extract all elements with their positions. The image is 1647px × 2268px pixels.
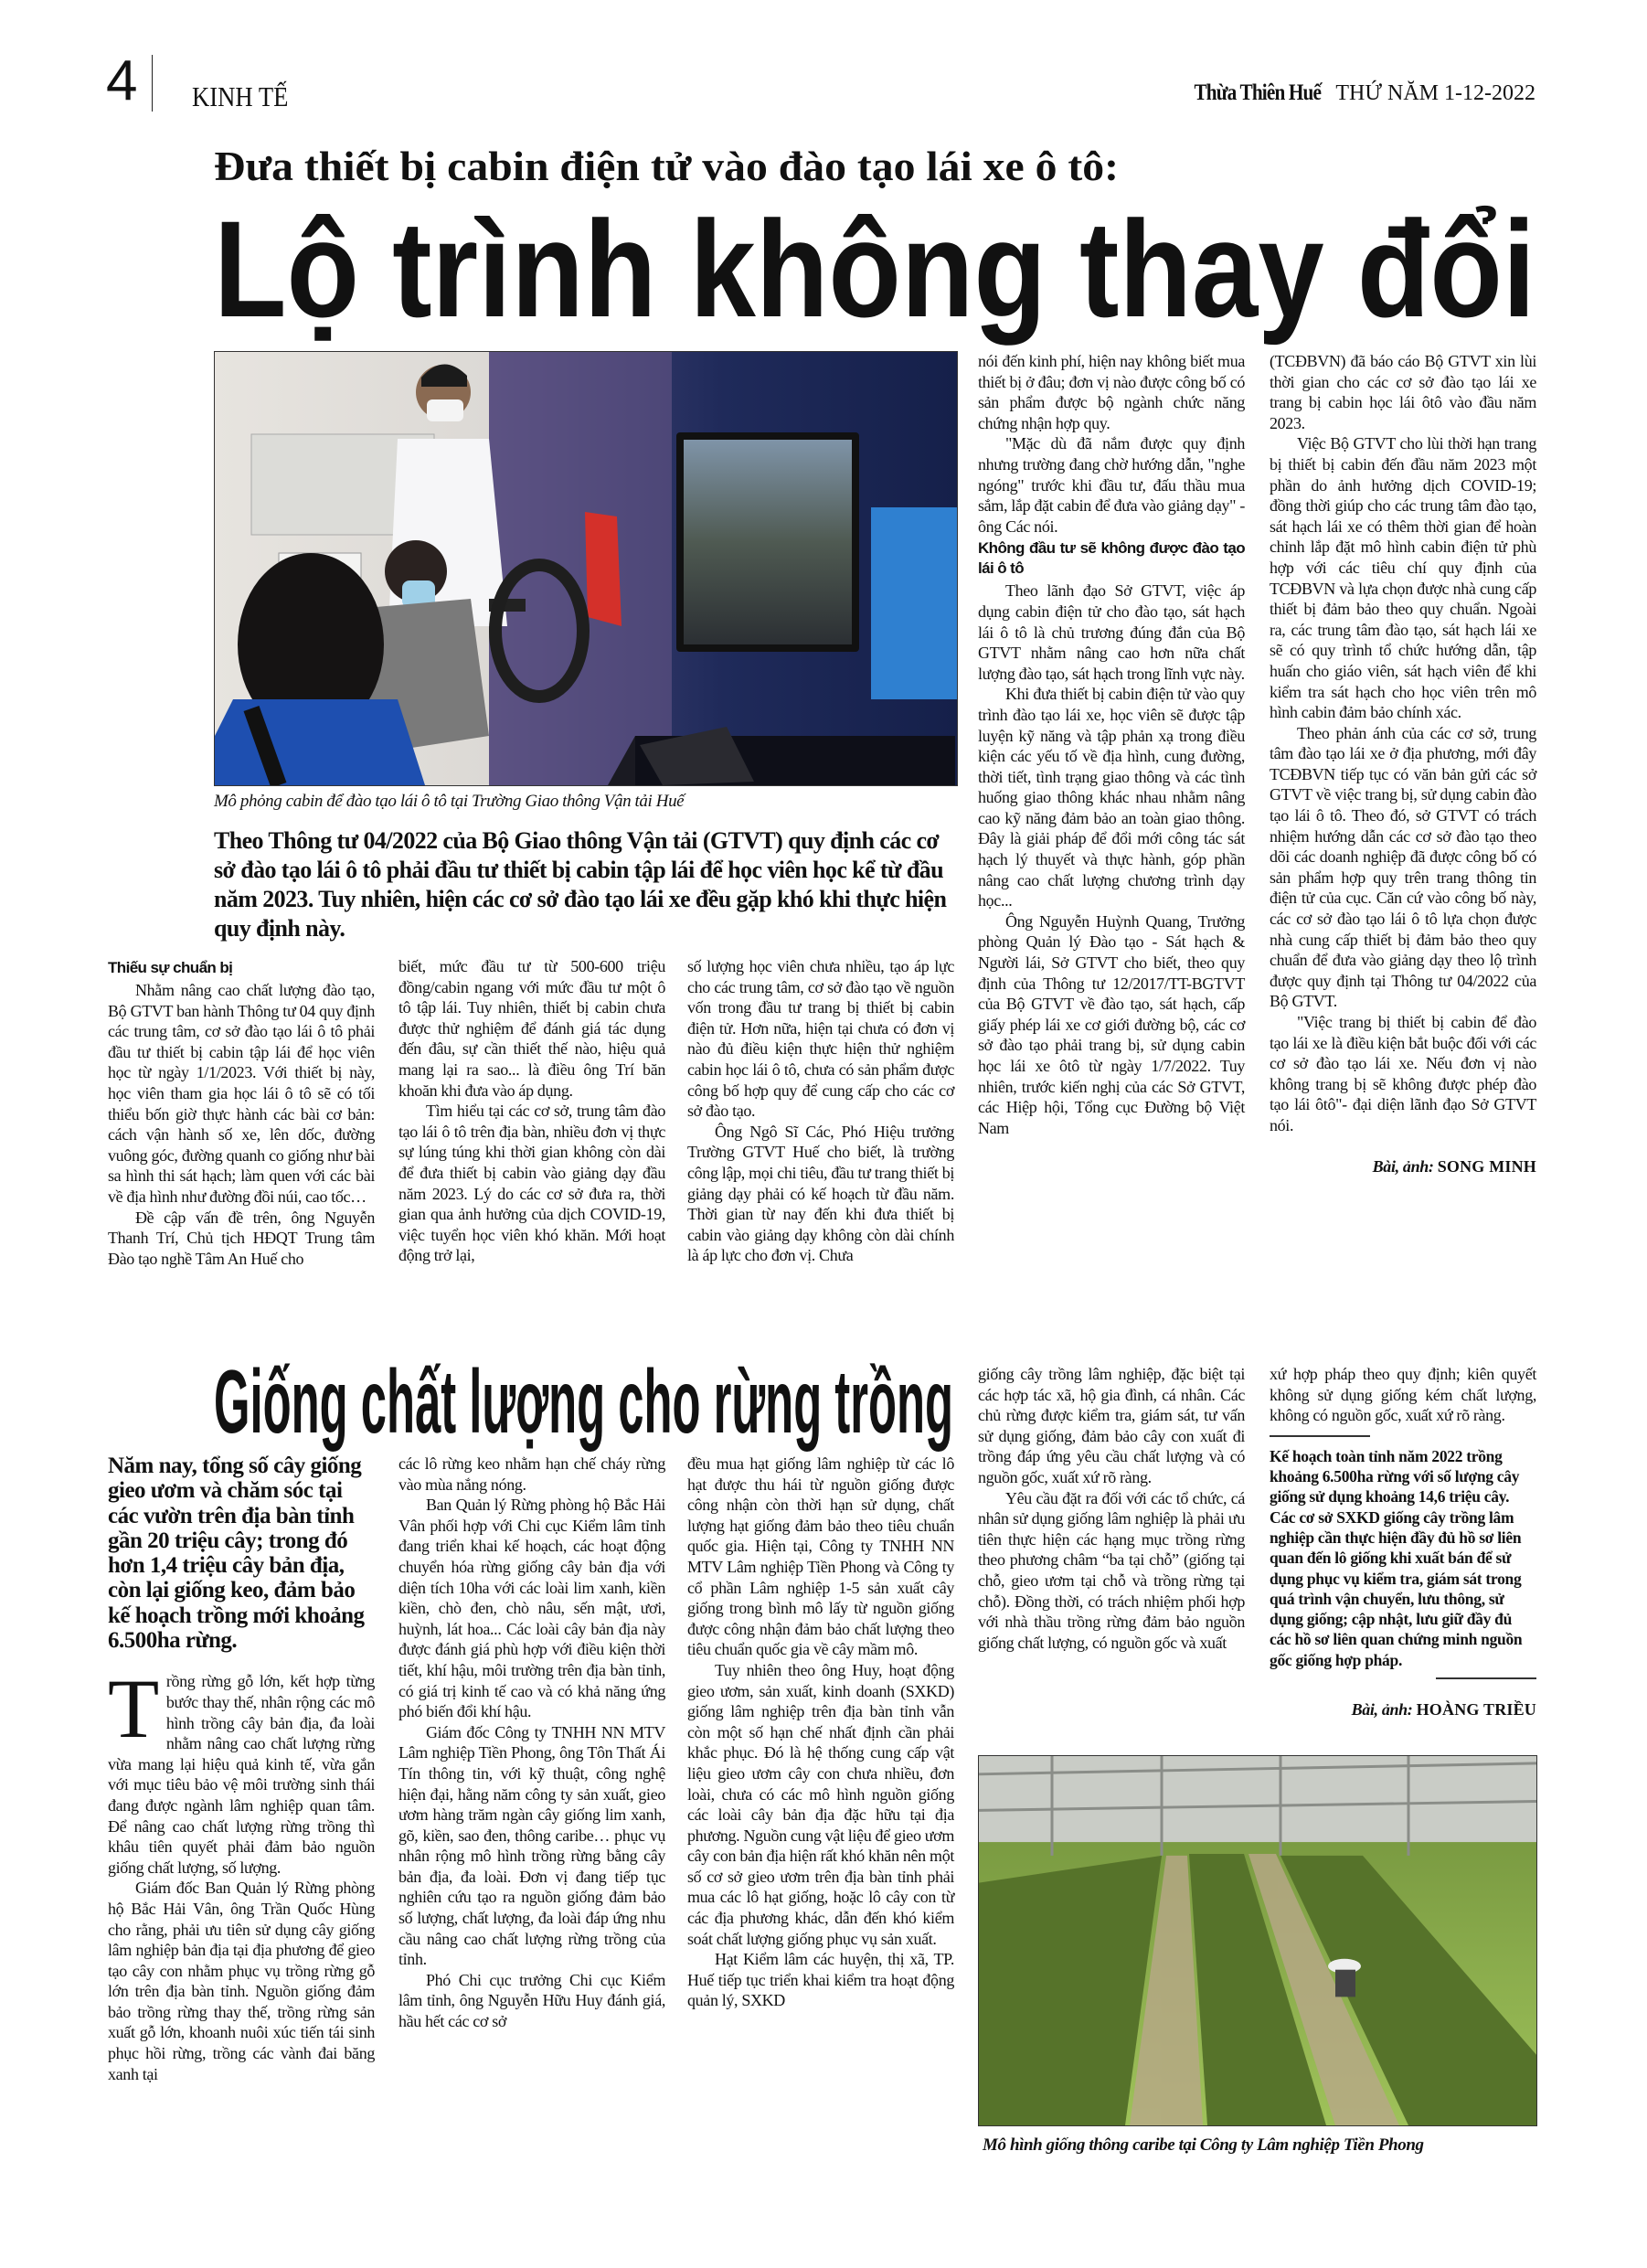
paragraph: "Mặc dù đã nắm được quy định nhưng trường đang chờ hướng dẫn, "nghe ngóng" trước khi đầu tư, đấu thầu mua sắm, lắp đặt cabin để đưa vào giảng dạy" - ông Các nói.	[978, 434, 1245, 536]
paragraph: Theo lãnh đạo Sở GTVT, việc áp dụng cabin điện tử cho đào tạo, sát hạch lái ô tô là chủ trương đúng đắn của Bộ GTVT nhằm nâng cao hơn nữa chất lượng đào tạo, sát hạch trong lĩnh vực này.	[978, 581, 1245, 683]
headline-text: Giống chất lượng cho rừng trồng	[214, 1351, 953, 1452]
paragraph: Ông Nguyễn Huỳnh Quang, Trưởng phòng Quản lý Đào tạo - Sát hạch & Người lái, Sở GTVT cho biết, theo quy định của Thông tư 12/2017/TT-BGTVT của Bộ GTVT về đào tạo, sát hạch, cấp giấy phép lái xe cơ giới đường bộ, các cơ sở đào tạo phải trang bị, sử dụng cabin học lái xe ôtô từ ngày 1/7/2022. Tuy nhiên, trước kiến nghị của các Sở GTVT, các Hiệp hội, Tổng cục Đường bộ Việt Nam	[978, 911, 1245, 1137]
article2-photo-seedling-nursery	[978, 1755, 1537, 2126]
paragraph: biết, mức đầu tư từ 500-600 triệu đồng/cabin ngang với mức đầu tư một ô tô tập lái. Tuy nhiên, thiết bị cabin chưa được thử nghiệm để đánh giá tác dụng đến đâu, sự cần thiết thế nào, hiệu quả mang lại ra sao... là điều ông Trí băn khoăn khi đưa vào áp dụng.	[398, 957, 665, 1100]
box-divider	[1270, 1435, 1370, 1437]
paragraph: (TCĐBVN) đã báo cáo Bộ GTVT xin lùi thời gian cho các cơ sở đào tạo lái xe trang bị cabin học lái ôtô vào đầu năm 2023.	[1270, 352, 1536, 432]
photo-illustration	[979, 1756, 1536, 2125]
paragraph: Yêu cầu đặt ra đối với các tổ chức, cá nhân sử dụng giống lâm nghiệp là phải ưu tiên thực hiện các hạng mục trồng rừng theo phương châm “ba tại chỗ” (giống tại chỗ, gieo ươm tại chỗ và trồng rừng tại chỗ). Đồng thời, có trách nhiệm phối hợp với nhà thầu trồng rừng đảm bảo nguồn giống chất lượng, có nguồn gốc và xuất	[978, 1488, 1245, 1652]
kicker-text: Đưa thiết bị cabin điện tử vào đào tạo lái xe ô tô:	[214, 143, 1119, 189]
article2-headline	[214, 1351, 953, 1452]
article2-first-column	[108, 1453, 375, 2084]
paragraph: các lô rừng keo nhằm hạn chế cháy rừng vào mùa nắng nóng.	[398, 1454, 665, 1494]
byline	[1270, 1699, 1536, 1720]
paragraph: xứ hợp pháp theo quy định; kiên quyết không sử dụng giống kém chất lượng, không có nguồn gốc, xuất xứ rõ ràng.	[1270, 1365, 1536, 1425]
paragraph: Giám đốc Ban Quản lý Rừng phòng hộ Bắc Hải Vân, ông Trần Quốc Hùng cho rằng, phải ưu tiên sử dụng cây giống lâm nghiệp bản địa tại địa phương để gieo tạo cây con nhằm phục vụ trồng rừng gỗ lớn trên địa bàn tỉnh. Nguồn giống đảm bảo trồng rừng thay thế, trồng rừng sản xuất gỗ lớn, khoanh nuôi xúc tiến tái sinh phục hồi rừng, trồng các vành đai băng xanh tại	[108, 1879, 375, 2083]
paragraph: Khi đưa thiết bị cabin điện tử vào quy trình đào tạo lái xe, học viên sẽ được tập luyện kỹ năng và tập phản xạ trong điều kiện các yếu tố về địa hình, cung đường, thời tiết, tình trạng giao thông và các tình huống giao thông khác nhau nhằm nâng cao kỹ năng đảm bảo an toàn giao thông. Đây là giải pháp để đổi mới công tác sát hạch lý thuyết và thực hành, góp phần nâng cao chất lượng chương trình dạy học...	[978, 685, 1245, 910]
article1-lead: Theo Thông tư 04/2022 của Bộ Giao thông Vận tải (GTVT) quy định các cơ sở đào tạo lái ô tô phải đầu tư thiết bị cabin tập lái để học viên học kể từ đầu năm 2023. Tuy nhiên, hiện các cơ sở đào tạo lái xe đều gặp khó khi thực hiện quy định này.	[214, 827, 947, 942]
paper-name: Thừa Thiên Huế	[1194, 80, 1322, 105]
paragraph: Giám đốc Công ty TNHH NN MTV Lâm nghiệp Tiền Phong, ông Tôn Thất Ái Tín thông tin, với kỹ thuật, công nghệ hiện đại, hằng năm công ty sản xuất, gieo ươm hàng trăm ngàn cây giống lim xanh, gõ, kiền, sao đen, thông caribe… phục vụ nhân rộng mô hình trồng rừng bằng cây bản địa, đa loài. Đơn vị đang tiếp tục nghiên cứu tạo ra nguồn giống đảm bảo số lượng, chất lượng, đa loài đáp ứng nhu cầu nâng cao chất lượng rừng trồng của tỉnh.	[398, 1722, 665, 1969]
issue-date: THỨ NĂM 1-12-2022	[1335, 81, 1535, 105]
article2-column-1	[108, 1662, 375, 2084]
article2-column-3	[687, 1453, 954, 2011]
article2-column-4	[978, 1364, 1245, 1653]
paragraph: Việc Bộ GTVT cho lùi thời hạn trang bị thiết bị cabin đến đầu năm 2023 một phần do ảnh hưởng dịch COVID-19; đồng thời giúp cho các trung tâm đào tạo, sát hạch lái xe có thêm thời gian để hoàn chỉnh lắp đặt mô hình cabin điện tử phù hợp với các tiêu chí quy định của TCĐBVN và lựa chọn được nhà cung cấp thiết bị đảm bảo theo quy chuẩn. Ngoài ra, các trung tâm đào tạo, sát hạch lái xe sẽ có quy trình tổ chức hướng dẫn, tập huấn cho giáo viên, sát hạch viên để khi kiểm tra sát hạch cho học viên trên mô hình cabin đảm bảo chính xác.	[1270, 434, 1536, 722]
subheading: Không đầu tư sẽ không được đào tạo lái ô tô	[978, 539, 1245, 578]
section-name: KINH TẾ	[192, 80, 289, 112]
box-divider	[1436, 1677, 1536, 1679]
paragraph: Nhằm nâng cao chất lượng đào tạo, Bộ GTVT ban hành Thông tư 04 quy định các trung tâm, cơ sở đào tạo lái ô tô phải đầu tư thiết bị cabin tập lái để học viên học từ ngày 1/1/2023. Với thiết bị này, học viên tham gia học lái ô tô sẽ có tối thiểu bốn giờ thực hành các bài cơ bản: cách vận hành số xe, lên dốc, đường vuông góc, đường quanh co giống như bài sa hình thi sát hạch; làm quen với các bài về địa hình như đường đồi núi, cao tốc…	[108, 981, 375, 1206]
paragraph: Ban Quản lý Rừng phòng hộ Bắc Hải Vân phối hợp với Chi cục Kiểm lâm tỉnh đang triển khai kế hoạch, các hoạt động chuyển hóa rừng giống cây bản địa với diện tích 10ha với các loài lim xanh, kiền kiền, chò đen, chò nâu, sến mật, ươi, huỳnh, lát hoa... Các loài cây bản địa này được đánh giá phù hợp với điều kiện thời tiết, khí hậu, môi trường trên địa bàn tỉnh, có giá trị kinh tế cao và có khả năng ứng phó biến đổi khí hậu.	[398, 1496, 665, 1721]
paragraph: Phó Chi cục trưởng Chi cục Kiểm lâm tỉnh, ông Nguyễn Hữu Huy đánh giá, hầu hết các cơ sở	[398, 1970, 665, 2031]
page-number: 4	[106, 49, 138, 112]
highlight-box: Kế hoạch toàn tỉnh năm 2022 trồng khoảng 6.500ha rừng với số lượng cây giống sử dụng khoảng 14,6 triệu cây. Các cơ sở SXKD giống cây trồng lâm nghiệp cần thực hiện đầy đủ hồ sơ liên quan đến lô giống khi xuất bán để sử dụng phục vụ kiểm tra, giám sát trong quá trình vận chuyển, lưu thông, sử dụng giống; cập nhật, lưu giữ đầy đủ các hồ sơ liên quan chứng minh nguồn gốc giống hợp pháp.	[1270, 1446, 1523, 1669]
byline-author: HOÀNG TRIỀU	[1416, 1700, 1536, 1720]
article2-column-2	[398, 1453, 665, 2032]
byline-label: Bài, ảnh:	[1372, 1156, 1434, 1176]
headline-text: Lộ trình không thay đổi	[214, 192, 1535, 346]
article2-column-5	[1270, 1364, 1536, 1720]
article2-lead: Năm nay, tổng số cây giống gieo ươm và chăm sóc tại các vườn trên địa bàn tỉnh gần 20 triệu cây; trong đó hơn 1,4 triệu cây bản địa, còn lại giống keo, đảm bảo kế hoạch trồng mới khoảng 6.500ha rừng.	[108, 1453, 365, 1654]
byline-author: SONG MINH	[1437, 1156, 1536, 1176]
paragraph: Hạt Kiểm lâm các huyện, thị xã, TP. Huế tiếp tục triển khai kiểm tra hoạt động quản lý, SXKD	[687, 1950, 954, 2010]
paragraph: rồng rừng gỗ lớn, kết hợp từng bước thay thế, nhân rộng các mô hình trồng cây bản địa, đa loài nhằm nâng cao chất lượng rừng vừa mang lại hiệu quả kinh tế, vừa gắn với mục tiêu bảo vệ môi trường sinh thái đang được ngành lâm nghiệp quan tâm. Để nâng cao chất lượng rừng trồng thì khâu tiên quyết phải đảm bảo nguồn giống chất lượng, số lượng.	[108, 1672, 375, 1877]
paragraph: Ông Ngô Sĩ Các, Phó Hiệu trưởng Trường GTVT Huế cho biết, là trường công lập, mọi chi tiêu, đầu tư trang thiết bị giảng dạy phải có kế hoạch từ đầu năm. Thời gian từ nay đến khi đưa thiết bị cabin vào giảng dạy không còn dài chính là áp lực cho đơn vị. Chưa	[687, 1122, 954, 1265]
byline-label: Bài, ảnh:	[1351, 1700, 1413, 1720]
paragraph: "Việc trang bị thiết bị cabin để đào tạo lái xe là điều kiện bắt buộc đối với các cơ sở đào tạo lái xe. Nếu đơn vị nào không trang bị sẽ không được phép đào tạo lái ôtô"- đại diện lãnh đạo Sở GTVT nói.	[1270, 1013, 1536, 1134]
paragraph: nói đến kinh phí, hiện nay không biết mua thiết bị ở đâu; đơn vị nào được công bố có sản phẩm được bộ ngành chức năng chứng nhận hợp quy.	[978, 352, 1245, 432]
paragraph: Tìm hiểu tại các cơ sở, trung tâm đào tạo lái ô tô trên địa bàn, nhiều đơn vị thực sự lúng túng khi thời gian không còn dài để đưa thiết bị cabin vào giảng dạy đầu năm 2023. Lý do các cơ sở đưa ra, thời gian qua ảnh hưởng của dịch COVID-19, việc tuyển học viên khó khăn. Mới hoạt động trở lại,	[398, 1102, 665, 1265]
paragraph: Tuy nhiên theo ông Huy, hoạt động gieo ươm, sản xuất, kinh doanh (SXKD) giống lâm nghiệp trên địa bàn tỉnh vẫn còn một số hạn chế nhất định cần phải khắc phục. Đó là hệ thống cung cấp vật liệu gieo ươm cây con chưa nhiều, đơn loài, chưa có các mô hình nguồn giống các loài cây bản địa đặc hữu tại địa phương. Nguồn cung vật liệu để gieo ươm cây con bản địa hiện rất khó khăn nên một số cơ sở gieo ươm trên địa bàn tỉnh phải mua các lô hạt giống, hoặc lô cây con từ các địa phương khác, dẫn đến khó kiểm soát chất lượng giống phục vụ sản xuất.	[687, 1660, 954, 1948]
subheading: Thiếu sự chuẩn bị	[108, 959, 233, 976]
paragraph: Đề cập vấn đề trên, ông Nguyễn Thanh Trí, Chủ tịch HĐQT Trung tâm Đào tạo nghề Tâm An Huế cho	[108, 1208, 375, 1268]
article1-photo-caption: Mô phỏng cabin để đào tạo lái ô tô tại Trường Giao thông Vận tải Huế	[214, 792, 685, 811]
paragraph: đều mua hạt giống lâm nghiệp từ các lô hạt được thu hái từ nguồn giống được công nhận còn thời hạn sử dụng, chất lượng hạt giống đảm bảo theo tiêu chuẩn quốc gia. Hiện tại, Công ty TNHH NN MTV Lâm nghiệp Tiền Phong và Công ty cổ phần Lâm nghiệp 1-5 sản xuất cây giống trong bình mô lấy từ nguồn giống được công nhận đảm bảo chất lượng theo tiêu chuẩn quốc gia về cây mầm mô.	[687, 1454, 954, 1659]
drop-cap: T	[108, 1662, 159, 1756]
article2-photo-caption: Mô hình giống thông caribe tại Công ty Lâm nghiệp Tiền Phong	[983, 2135, 1424, 2155]
paragraph: số lượng học viên chưa nhiều, tạo áp lực cho các trung tâm, cơ sở đào tạo về nguồn vốn trong đầu tư trang bị thiết bị cabin điện tử. Hơn nữa, hiện tại chưa có đơn vị nào đủ điều kiện thực hiện thử nghiệm cabin học lái ô tô, chưa có sản phẩm được công bố hợp quy để cung cấp cho các cơ sở đào tạo.	[687, 957, 954, 1121]
paragraph: giống cây trồng lâm nghiệp, đặc biệt tại các hợp tác xã, hộ gia đình, cá nhân. Các chủ rừng được kiểm tra, giám sát, tư vấn sử dụng giống, đảm bảo cây con xuất đi trồng đáp ứng yêu cầu chất lượng và có nguồn gốc, xuất xứ rõ ràng.	[978, 1365, 1245, 1486]
paragraph: Theo phản ánh của các cơ sở, trung tâm đào tạo lái xe ở địa phương, mới đây TCĐBVN tiếp tục có văn bản gửi các sở GTVT về việc trang bị, sử dụng cabin đào tạo lái ô tô. Theo đó, sở GTVT có trách nhiệm hướng dẫn các cơ sở đào tạo theo dõi các doanh nghiệp đã được công bố có sản phẩm hợp quy trên trang thông tin điện tử của cục. Căn cứ vào công bố này, các cơ sở đào tạo lái ô tô lựa chọn được nhà cung cấp thiết bị đảm bảo theo quy chuẩn để đưa vào giảng dạy theo lộ trình được quy định tại Thông tư 04/2022 của Bộ GTVT.	[1270, 723, 1536, 1011]
